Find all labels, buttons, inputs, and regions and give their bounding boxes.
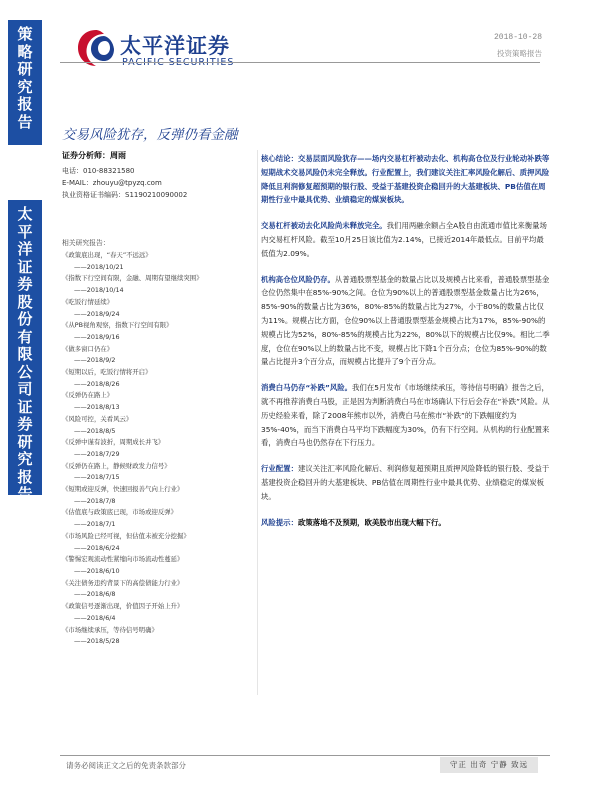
- paragraph-positions: [261, 273, 551, 370]
- related-report-link[interactable]: 《短期或迎反弹，快速回报善气向上行业》: [62, 485, 184, 494]
- consumer-label: 消费白马仍存“补跌”风险。: [261, 383, 353, 393]
- related-report-date: ——2018/8/13: [74, 403, 120, 412]
- related-report-date: ——2018/9/16: [74, 332, 120, 341]
- risk-text: 政策落地不及预期，欧美股市出现大幅下行。: [297, 517, 446, 527]
- analyst-name: 证券分析师：周雨: [62, 151, 126, 160]
- related-report-link[interactable]: 《估值底与政策底已现，市场或迎反弹》: [62, 508, 178, 517]
- paragraph-leverage: [261, 219, 551, 260]
- related-report-date: ——2018/10/14: [74, 286, 124, 295]
- sidebar-char: 告: [17, 485, 33, 503]
- related-report-link[interactable]: 《短期以后，吃饭行情将开启》: [62, 368, 152, 377]
- related-report-link[interactable]: 《市场风险已经可视，但估值未被充分挖掘》: [62, 531, 190, 540]
- related-report-link[interactable]: 《反弹仍在路上，静候财政发力信号》: [62, 461, 171, 470]
- report-type: 投资策略报告: [497, 49, 542, 58]
- analyst-email[interactable]: E-MAIL：zhouyu@tpyzq.com: [62, 179, 162, 187]
- sidebar-char: 券: [17, 415, 33, 433]
- allocation-label: 行业配置：: [261, 464, 298, 474]
- sidebar-char: 报: [17, 95, 33, 113]
- related-report-date: ——2018/6/10: [74, 566, 120, 575]
- sidebar-char: 究: [17, 77, 33, 96]
- analyst-license: 执业资格证书编码：S1190210090002: [62, 191, 188, 199]
- allocation-text: 建议关注汇率风险化解后、利润修复超预期且质押风险降低的银行股、受益于基建投资企稳回升的大基建板块、PB估值在周期性行业中最具优势、业绩稳定的煤炭板块。: [261, 464, 550, 501]
- sidebar-char: 研: [17, 60, 33, 78]
- brand-name-cn: 太平洋证券: [120, 34, 230, 58]
- sidebar-company-label: [8, 200, 42, 503]
- footer-motto: 守正 出奇 宁静 致远: [440, 757, 538, 773]
- sidebar-char: 告: [17, 112, 33, 131]
- sidebar-strategy-label: [8, 20, 42, 145]
- related-report-link[interactable]: 《从PB视角观察，指数下行空间有限》: [62, 321, 173, 330]
- related-report-date: ——2018/8/5: [74, 426, 116, 435]
- sidebar-char: 有: [17, 327, 33, 346]
- sidebar-char: 证: [17, 257, 33, 276]
- sidebar-char: 太: [17, 205, 33, 223]
- related-report-date: ——2018/7/8: [74, 496, 116, 505]
- core-label: 核心结论：: [261, 154, 298, 163]
- core-text: 交易层面风险犹存——场内交易杠杆被动去化、机构高仓位及行业轮动补跌等短期战术交易风险仍未完全释放。行业配置上，我们建议关注汇率风险化解后、质押风险降低且利润修复超预期的银行股、受益于基建投资企稳回升的大基建板块、PB估值在周期性行业中最具优势、业绩稳定的煤炭板块。: [261, 154, 550, 205]
- related-report-date: ——2018/5/28: [74, 637, 120, 646]
- paragraph-allocation: [261, 462, 551, 503]
- leverage-label: 交易杠杆被动去化风险尚未释放完全。: [261, 221, 387, 231]
- related-report-date: ——2018/10/21: [74, 262, 124, 271]
- related-report-link[interactable]: 《指数下行空间有限，金融、周期有望继续突围》: [62, 274, 203, 283]
- sidebar-char: 策: [17, 25, 33, 43]
- related-report-date: ——2018/6/4: [74, 613, 116, 622]
- leverage-text: 我们用两融余额占全A股自由流通市值比来衡量场内交易杠杆风险。截至10月25日该比值为2.14%，已接近2014年最低点。目前平均最低值为2.09%。: [261, 221, 547, 258]
- left-column: [62, 150, 257, 648]
- related-report-date: ——2018/9/2: [74, 356, 116, 365]
- related-report-link[interactable]: 《关注债务违约背景下的高偿债能力行业》: [62, 578, 184, 587]
- related-report-date: ——2018/6/8: [74, 590, 116, 599]
- positions-label: 机构高仓位风险仍存。: [261, 274, 335, 284]
- related-report-link[interactable]: 《市场继续承压，等待信号明确》: [62, 625, 158, 634]
- related-report-date: ——2018/7/15: [74, 473, 120, 482]
- related-report-link[interactable]: 《风险可控，关看风云》: [62, 414, 133, 423]
- related-reports-title: 相关研究报告：: [62, 239, 110, 247]
- report-date: 2018-10-28: [493, 33, 542, 42]
- sidebar-char: 司: [17, 380, 33, 398]
- paragraph-consumer: [261, 381, 551, 450]
- footer-disclaimer: 请务必阅读正文之后的免责条款部分: [66, 761, 186, 770]
- header-divider: [60, 62, 540, 63]
- related-report-link[interactable]: 《反弹仍在路上》: [62, 391, 114, 400]
- sidebar-char: 洋: [17, 240, 33, 258]
- sidebar-char: 研: [17, 432, 33, 451]
- related-report-date: ——2018/6/24: [74, 543, 120, 552]
- sidebar-char: 股: [17, 292, 33, 311]
- related-report-link[interactable]: 《做多窗口仍在》: [62, 344, 114, 353]
- related-reports-list: [62, 250, 257, 648]
- sidebar-char: 限: [17, 345, 33, 363]
- related-report-date: ——2018/7/29: [74, 449, 120, 458]
- related-report-date: ——2018/8/26: [74, 379, 120, 388]
- risk-label: 风险提示：: [261, 517, 298, 527]
- related-report-link[interactable]: 《政策信号逐渐出现，价值因子开始上升》: [62, 602, 184, 611]
- report-title: 交易风险犹存，反弹仍看金融: [62, 127, 238, 143]
- footer-divider: [60, 755, 550, 756]
- risk-warning: [261, 516, 551, 530]
- sidebar-char: 公: [17, 362, 33, 381]
- related-report-date: ——2018/9/24: [74, 309, 120, 318]
- sidebar-char: 份: [17, 310, 33, 328]
- analyst-phone: 电话：010-88321580: [62, 167, 135, 175]
- related-report-link[interactable]: 《反弹中谨有波折，周期成长并飞》: [62, 438, 165, 447]
- sidebar-char: 略: [17, 42, 33, 61]
- related-report-link[interactable]: 《政策底出现，“春天”不远远》: [62, 251, 152, 259]
- sidebar-char: 报: [17, 467, 33, 486]
- sidebar-char: 究: [17, 450, 33, 468]
- sidebar-char: 券: [17, 275, 33, 293]
- column-divider: [257, 150, 258, 695]
- consumer-text: 我们在5月发布《市场继续承压，等待信号明确》报告之后，就不再推荐消费白马股，正是因为判断消费白马在市场确认下行后会存在“补跌”风险。从历史经验来看，除了2008年熊市以外，消费白马在熊市“补跌”的下跌幅度约为35%-40%，而当下消费白马平均下跌幅度为30%，仍有下行空间。从机构的行业配置来看，消费白马也仍然存在下行压力。: [261, 383, 550, 448]
- main-body: [261, 152, 551, 541]
- company-logo: [76, 26, 236, 72]
- related-report-link[interactable]: 《吃饭行情延续》: [62, 297, 114, 306]
- core-conclusion: [261, 152, 551, 207]
- sidebar-char: 证: [17, 397, 33, 416]
- related-report-date: ——2018/7/1: [74, 520, 116, 529]
- related-report-link[interactable]: 《警惕宏观流动性紧缩向市场流动性蔓延》: [62, 555, 184, 564]
- positions-text: 从普通股票型基金的数量占比以及规模占比来看，普通股票型基金仓位仍然集中在85%-90%之间。仓位为90%以上的普通股票型基金数量占比为26%，85%-90%的数量占比为36%，80%-85%的数量占比为27%，小于80%的数量占比仅为11%。规模占比方面，仓位90%以上普通股票型基金规模占比为17%，85%-90%的规模占比为52%，80%-85%的规模占比为22%，80%以下的规模占比仅9%。相比二季度，仓位在90%以上的数量占比不变，规模占比下降1个百分点；仓位为85%-90%的数量占比提升3个百分点，而规模占比提升了9个百分点。: [261, 274, 550, 367]
- sidebar-char: 平: [17, 222, 33, 241]
